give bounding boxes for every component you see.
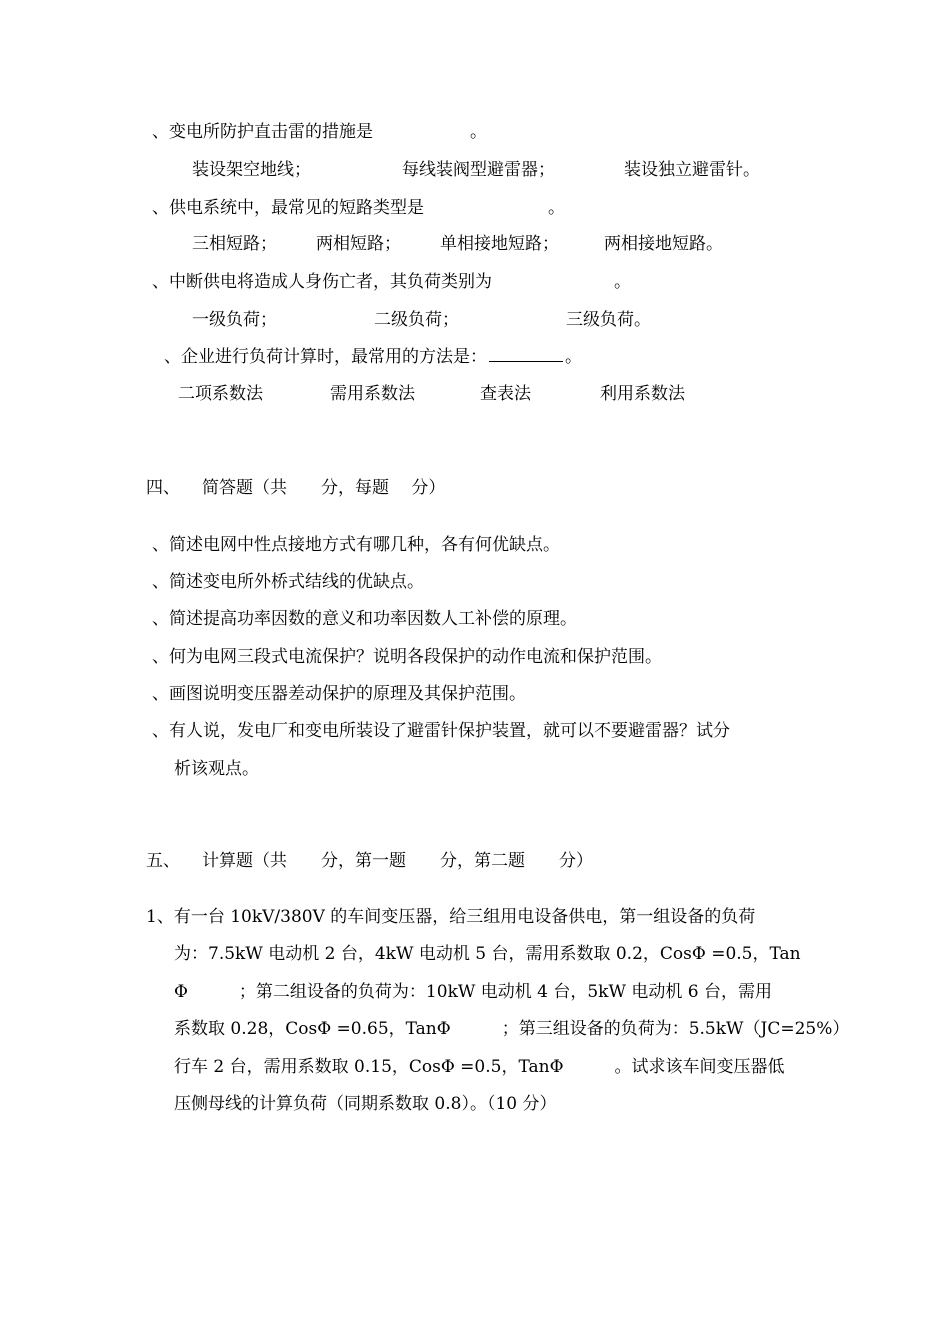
section-5-title: 计算题（共 分，第一题 分，第二题 分） <box>202 851 593 871</box>
choice-q3-option-b: 二级负荷； <box>374 310 459 330</box>
choice-q2-option-d: 两相接地短路。 <box>604 234 723 254</box>
calc-problem-line-4: 系数取 0.28，CosΦ =0.65，TanΦ ；第三组设备的负荷为：5.5kW（JC=25%） <box>174 1019 850 1039</box>
calc-problem-line-2: 为：7.5kW 电动机 2 台，4kW 电动机 5 台，需用系数取 0.2，CosΦ =0.5，Tan <box>174 944 801 964</box>
choice-q4-option-b: 需用系数法 <box>330 384 415 404</box>
choice-q4-option-c: 查表法 <box>480 384 531 404</box>
calc-problem-line-3: Φ ；第二组设备的负荷为：10kW 电动机 4 台，5kW 电动机 6 台，需用 <box>174 982 772 1002</box>
short-answer-item-1: 、简述电网中性点接地方式有哪几种，各有何优缺点。 <box>152 535 560 555</box>
choice-q2-option-b: 两相短路； <box>316 234 401 254</box>
choice-q2-end: 。 <box>548 198 565 218</box>
section-4-number: 四、 <box>146 478 180 498</box>
choice-q1-option-b: 每线装阀型避雷器； <box>402 160 555 180</box>
choice-q4-stem-line <box>164 345 582 369</box>
choice-q3-end: 。 <box>614 272 631 292</box>
choice-q3-option-c: 三级负荷。 <box>566 310 651 330</box>
choice-q3-stem: 、中断供电将造成人身伤亡者，其负荷类别为 <box>152 272 492 292</box>
choice-q4-end: 。 <box>565 347 582 367</box>
short-answer-item-4: 、何为电网三段式电流保护？说明各段保护的动作电流和保护范围。 <box>152 647 662 667</box>
short-answer-item-3: 、简述提高功率因数的意义和功率因数人工补偿的原理。 <box>152 609 577 629</box>
choice-q2-option-a: 三相短路； <box>192 234 277 254</box>
answer-blank <box>489 345 563 362</box>
calc-problem-line-1: 1、有一台 10kV/380V 的车间变压器，给三组用电设备供电，第一组设备的负荷 <box>146 907 756 927</box>
short-answer-item-5: 、画图说明变压器差动保护的原理及其保护范围。 <box>152 684 526 704</box>
choice-q4-stem: 、企业进行负荷计算时，最常用的方法是： <box>164 347 487 367</box>
short-answer-item-6-cont: 析该观点。 <box>174 759 259 779</box>
choice-q1-option-c: 装设独立避雷针。 <box>624 160 760 180</box>
choice-q1-end: 。 <box>470 122 487 142</box>
choice-q3-option-a: 一级负荷； <box>192 310 277 330</box>
choice-q1-stem: 、变电所防护直击雷的措施是 <box>152 122 373 142</box>
calc-problem-line-5: 行车 2 台，需用系数取 0.15，CosΦ =0.5，TanΦ 。试求该车间变压器低 <box>174 1057 785 1077</box>
choice-q2-option-c: 单相接地短路； <box>440 234 559 254</box>
section-4-title: 简答题（共 分，每题 分） <box>202 478 446 498</box>
section-5-number: 五、 <box>146 851 180 871</box>
choice-q2-stem: 、供电系统中，最常见的短路类型是 <box>152 198 424 218</box>
short-answer-item-2: 、简述变电所外桥式结线的优缺点。 <box>152 572 424 592</box>
choice-q4-option-d: 利用系数法 <box>600 384 685 404</box>
calc-problem-line-6: 压侧母线的计算负荷（同期系数取 0.8）。（10 分） <box>174 1094 557 1114</box>
choice-q1-option-a: 装设架空地线； <box>192 160 311 180</box>
choice-q4-option-a: 二项系数法 <box>178 384 263 404</box>
short-answer-item-6: 、有人说，发电厂和变电所装设了避雷针保护装置，就可以不要避雷器？试分 <box>152 721 730 741</box>
